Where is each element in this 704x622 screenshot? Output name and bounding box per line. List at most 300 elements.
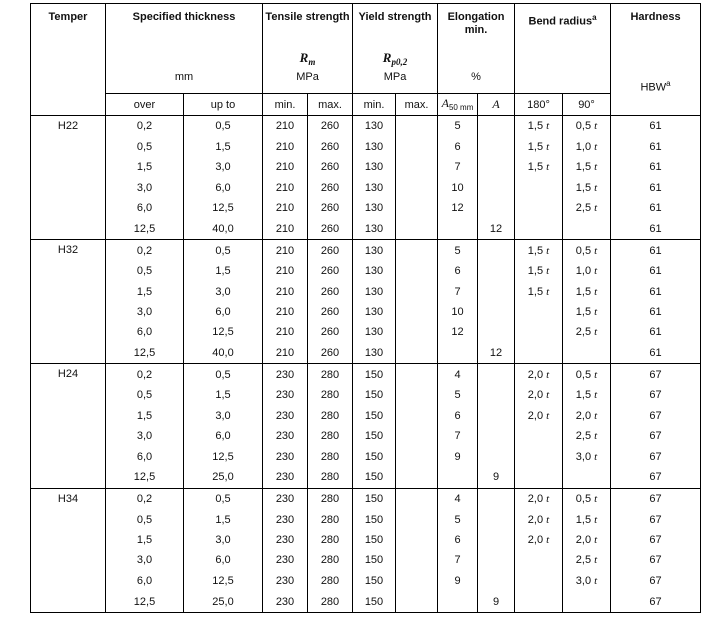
elongation-header-cell (438, 4, 514, 93)
cell-a (478, 509, 515, 529)
cell-rm_max: 280 (308, 571, 353, 591)
cell-a (478, 281, 515, 301)
cell-up_to: 40,0 (184, 218, 263, 239)
cell-a (478, 406, 515, 426)
elongation-unit: % (471, 71, 481, 83)
table-row (31, 261, 701, 281)
cell-r90 (563, 571, 611, 591)
cell-rp_max (396, 302, 438, 322)
cell-over: 0,5 (106, 137, 184, 157)
cell-r180 (515, 281, 563, 301)
table-row (31, 218, 701, 239)
temper-title: Temper (48, 11, 88, 23)
cell-rp_max (396, 446, 438, 466)
a-symbol: A (492, 97, 500, 111)
cell-r180 (515, 426, 563, 446)
cell-a (478, 322, 515, 342)
cell-up_to: 25,0 (184, 467, 263, 488)
cell-rm_max: 260 (308, 302, 353, 322)
elongation-title-line1: Elongation (447, 11, 505, 23)
cell-r180 (515, 467, 563, 488)
t-symbol: t (594, 493, 598, 506)
cell-r180 (515, 509, 563, 529)
cell-a50: 7 (438, 550, 478, 570)
t-symbol: t (594, 285, 598, 298)
cell-a50: 4 (438, 488, 478, 509)
cell-rm_max: 260 (308, 281, 353, 301)
cell-hbw: 61 (611, 137, 701, 157)
cell-hbw: 67 (611, 591, 701, 612)
cell-over: 3,0 (106, 302, 184, 322)
cell-hbw: 67 (611, 385, 701, 405)
cell-hbw: 67 (611, 530, 701, 550)
cell-hbw: 61 (611, 343, 701, 364)
cell-a (478, 426, 515, 446)
cell-rp_min: 150 (353, 364, 396, 385)
cell-r180 (515, 322, 563, 342)
cell-rm_min: 230 (263, 591, 308, 612)
cell-a (478, 240, 515, 261)
cell-r180 (515, 571, 563, 591)
cell-a (478, 198, 515, 218)
cell-r180 (515, 446, 563, 466)
bend-value: 3,0 (575, 450, 595, 463)
cell-rp_min: 150 (353, 446, 396, 466)
table-row (31, 488, 701, 509)
t-symbol: t (594, 265, 598, 278)
cell-r90 (563, 509, 611, 529)
cell-up_to: 0,5 (184, 488, 263, 509)
bend-value: 2,5 (575, 430, 595, 443)
cell-up_to: 12,5 (184, 571, 263, 591)
cell-rm_max: 260 (308, 322, 353, 342)
cell-r180 (515, 157, 563, 177)
cell-rp_max (396, 281, 438, 301)
cell-r180 (515, 530, 563, 550)
cell-rp_max (396, 137, 438, 157)
cell-up_to: 3,0 (184, 406, 263, 426)
table-row (31, 530, 701, 550)
bend-value: 2,5 (575, 326, 595, 339)
cell-a (478, 261, 515, 281)
yield-symbol (383, 50, 407, 70)
cell-hbw: 61 (611, 157, 701, 177)
bend-footnote-marker: a (592, 13, 597, 22)
header-elongation (438, 4, 515, 94)
cell-rm_max: 280 (308, 591, 353, 612)
rm-symbol: R (299, 50, 309, 65)
cell-rp_min: 150 (353, 530, 396, 550)
cell-rp_max (396, 322, 438, 342)
t-symbol: t (546, 244, 550, 257)
t-symbol: t (594, 306, 598, 319)
t-symbol: t (546, 368, 550, 381)
cell-rm_min: 210 (263, 261, 308, 281)
hardness-title: Hardness (630, 11, 681, 23)
cell-over: 0,2 (106, 240, 184, 261)
cell-r90 (563, 281, 611, 301)
cell-a50 (438, 591, 478, 612)
hardness-header-cell (611, 4, 700, 114)
cell-up_to: 1,5 (184, 385, 263, 405)
hardness-unit-text: HBW (640, 81, 667, 94)
cell-over: 6,0 (106, 571, 184, 591)
t-symbol: t (546, 120, 550, 133)
cell-rp_min: 130 (353, 302, 396, 322)
rp02-symbol-subscript: p0,2 (391, 57, 408, 68)
cell-rp_max (396, 116, 438, 137)
cell-rm_max: 260 (308, 261, 353, 281)
cell-r180 (515, 218, 563, 239)
hardness-unit (640, 77, 671, 94)
cell-over: 1,5 (106, 530, 184, 550)
elongation-title (448, 4, 505, 37)
cell-hbw: 67 (611, 406, 701, 426)
cell-rp_min: 130 (353, 137, 396, 157)
cell-rp_min: 150 (353, 509, 396, 529)
bend-value: 2,0 (575, 409, 595, 422)
cell-rm_max: 280 (308, 530, 353, 550)
bend-value: 1,5 (527, 285, 547, 298)
bend-value: 1,5 (575, 181, 595, 194)
bend-value: 2,0 (527, 389, 547, 402)
cell-up_to: 40,0 (184, 343, 263, 364)
cell-r90 (563, 343, 611, 364)
t-symbol: t (594, 202, 598, 215)
cell-hbw: 61 (611, 261, 701, 281)
bend-value: 0,5 (575, 244, 595, 257)
cell-rm_min: 230 (263, 550, 308, 570)
tensile-symbol (300, 50, 316, 70)
cell-over: 0,5 (106, 385, 184, 405)
t-symbol: t (546, 161, 550, 174)
cell-rm_max: 280 (308, 406, 353, 426)
bend-value: 1,5 (575, 161, 595, 174)
cell-a50: 5 (438, 385, 478, 405)
cell-over: 12,5 (106, 467, 184, 488)
cell-up_to: 1,5 (184, 261, 263, 281)
table-row (31, 240, 701, 261)
table-row (31, 137, 701, 157)
cell-a (478, 385, 515, 405)
yield-title: Yield strength (358, 11, 432, 23)
cell-rp_min: 130 (353, 322, 396, 342)
cell-r180 (515, 240, 563, 261)
cell-rm_max: 280 (308, 509, 353, 529)
cell-up_to: 6,0 (184, 426, 263, 446)
cell-hbw: 67 (611, 426, 701, 446)
cell-over: 1,5 (106, 157, 184, 177)
cell-rp_min: 150 (353, 488, 396, 509)
table-row (31, 322, 701, 342)
t-symbol: t (546, 409, 550, 422)
cell-r90 (563, 530, 611, 550)
cell-r90 (563, 364, 611, 385)
temper-header-cell (31, 4, 105, 114)
cell-rp_min: 130 (353, 198, 396, 218)
t-symbol: t (594, 554, 598, 567)
table-body (31, 116, 701, 613)
cell-a50: 4 (438, 364, 478, 385)
subheader-rp-max: max. (396, 94, 438, 116)
cell-r90 (563, 406, 611, 426)
cell-over: 6,0 (106, 446, 184, 466)
cell-hbw: 61 (611, 116, 701, 137)
cell-a50: 7 (438, 426, 478, 446)
cell-hbw: 61 (611, 218, 701, 239)
cell-up_to: 1,5 (184, 509, 263, 529)
cell-rp_max (396, 426, 438, 446)
cell-hbw: 67 (611, 364, 701, 385)
cell-rp_max (396, 198, 438, 218)
cell-rp_min: 150 (353, 550, 396, 570)
cell-up_to: 1,5 (184, 137, 263, 157)
cell-rm_min: 230 (263, 467, 308, 488)
cell-hbw: 61 (611, 240, 701, 261)
bend-header-cell (515, 4, 610, 93)
cell-r90 (563, 488, 611, 509)
cell-hbw: 67 (611, 509, 701, 529)
cell-rp_max (396, 550, 438, 570)
cell-over: 0,5 (106, 509, 184, 529)
cell-a (478, 446, 515, 466)
cell-r180 (515, 385, 563, 405)
thickness-header-cell (106, 4, 262, 93)
cell-rp_min: 130 (353, 178, 396, 198)
temper-label: H24 (31, 364, 106, 488)
hardness-footnote-marker: a (666, 79, 671, 88)
cell-rm_min: 210 (263, 322, 308, 342)
table-row (31, 406, 701, 426)
cell-r90 (563, 467, 611, 488)
rm-symbol-subscript: m (308, 57, 316, 68)
cell-r90 (563, 198, 611, 218)
cell-rp_max (396, 343, 438, 364)
bend-value: 0,5 (575, 120, 595, 133)
cell-hbw: 67 (611, 571, 701, 591)
cell-rp_min: 150 (353, 406, 396, 426)
cell-hbw: 67 (611, 446, 701, 466)
cell-a50 (438, 343, 478, 364)
cell-rp_min: 130 (353, 343, 396, 364)
bend-value: 2,0 (527, 493, 547, 506)
cell-rp_max (396, 591, 438, 612)
cell-a50: 12 (438, 198, 478, 218)
cell-over: 6,0 (106, 322, 184, 342)
bend-value: 0,5 (575, 368, 595, 381)
cell-r180 (515, 343, 563, 364)
cell-over: 12,5 (106, 218, 184, 239)
bend-value: 0,5 (575, 493, 595, 506)
cell-a (478, 116, 515, 137)
cell-a (478, 302, 515, 322)
thickness-title: Specified thickness (132, 11, 236, 23)
table-row (31, 571, 701, 591)
cell-rm_max: 280 (308, 550, 353, 570)
t-symbol: t (594, 120, 598, 133)
header-subrow (31, 94, 701, 116)
cell-rp_max (396, 157, 438, 177)
cell-a50 (438, 218, 478, 239)
subheader-a (478, 94, 515, 116)
table-row (31, 281, 701, 301)
bend-title-text: Bend radius (528, 15, 593, 28)
cell-a50: 6 (438, 530, 478, 550)
cell-rm_max: 280 (308, 385, 353, 405)
cell-r90 (563, 385, 611, 405)
table-row (31, 467, 701, 488)
cell-a50: 7 (438, 157, 478, 177)
cell-a (478, 364, 515, 385)
cell-rm_min: 230 (263, 385, 308, 405)
rp02-symbol: R (382, 50, 392, 65)
temper-label: H32 (31, 240, 106, 364)
subheader-rm-max: max. (308, 94, 353, 116)
cell-rp_min: 130 (353, 116, 396, 137)
temper-label: H22 (31, 116, 106, 240)
cell-up_to: 12,5 (184, 322, 263, 342)
cell-a (478, 488, 515, 509)
cell-rm_min: 210 (263, 343, 308, 364)
cell-r90 (563, 322, 611, 342)
cell-rm_min: 210 (263, 198, 308, 218)
cell-a50: 5 (438, 509, 478, 529)
bend-value: 2,0 (527, 368, 547, 381)
cell-a50: 12 (438, 322, 478, 342)
cell-a50: 6 (438, 137, 478, 157)
cell-r90 (563, 178, 611, 198)
cell-up_to: 3,0 (184, 157, 263, 177)
cell-a (478, 530, 515, 550)
cell-rp_max (396, 364, 438, 385)
cell-rp_max (396, 530, 438, 550)
cell-rp_max (396, 509, 438, 529)
cell-a50: 9 (438, 571, 478, 591)
cell-hbw: 67 (611, 550, 701, 570)
cell-r90 (563, 137, 611, 157)
subheader-rp-min: min. (353, 94, 396, 116)
cell-rm_min: 230 (263, 406, 308, 426)
cell-rm_min: 210 (263, 116, 308, 137)
cell-over: 12,5 (106, 343, 184, 364)
cell-rp_max (396, 406, 438, 426)
table-row (31, 509, 701, 529)
cell-r90 (563, 446, 611, 466)
cell-rm_max: 280 (308, 426, 353, 446)
subheader-90deg: 90° (563, 94, 611, 116)
table-row (31, 446, 701, 466)
bend-title (529, 4, 597, 29)
cell-up_to: 3,0 (184, 281, 263, 301)
table-row (31, 116, 701, 137)
t-symbol: t (594, 430, 598, 443)
cell-over: 0,5 (106, 261, 184, 281)
cell-r180 (515, 116, 563, 137)
cell-r90 (563, 116, 611, 137)
cell-a (478, 157, 515, 177)
cell-rp_min: 150 (353, 385, 396, 405)
cell-r180 (515, 302, 563, 322)
header-specified-thickness (106, 4, 263, 94)
cell-hbw: 61 (611, 178, 701, 198)
cell-rp_max (396, 261, 438, 281)
cell-a (478, 137, 515, 157)
cell-rp_min: 130 (353, 261, 396, 281)
cell-rm_min: 210 (263, 178, 308, 198)
temper-label: H34 (31, 488, 106, 612)
cell-rp_max (396, 571, 438, 591)
bend-value: 1,5 (575, 285, 595, 298)
cell-a: 9 (478, 467, 515, 488)
cell-up_to: 0,5 (184, 364, 263, 385)
cell-over: 12,5 (106, 591, 184, 612)
cell-rm_max: 260 (308, 178, 353, 198)
cell-rm_min: 210 (263, 281, 308, 301)
table-row (31, 178, 701, 198)
cell-rm_min: 210 (263, 137, 308, 157)
table-row (31, 302, 701, 322)
t-symbol: t (594, 409, 598, 422)
cell-rp_min: 150 (353, 426, 396, 446)
cell-rp_max (396, 467, 438, 488)
cell-rm_max: 280 (308, 467, 353, 488)
thickness-unit: mm (174, 71, 194, 83)
cell-rp_max (396, 178, 438, 198)
cell-up_to: 6,0 (184, 178, 263, 198)
cell-r90 (563, 240, 611, 261)
cell-a50: 10 (438, 178, 478, 198)
subheader-a50mm (438, 94, 478, 116)
table-row (31, 385, 701, 405)
cell-up_to: 12,5 (184, 446, 263, 466)
table-row (31, 550, 701, 570)
cell-rm_min: 230 (263, 530, 308, 550)
cell-over: 6,0 (106, 198, 184, 218)
bend-value: 1,5 (575, 389, 595, 402)
cell-r90 (563, 591, 611, 612)
cell-a50: 6 (438, 261, 478, 281)
cell-a50: 5 (438, 240, 478, 261)
cell-rp_min: 130 (353, 157, 396, 177)
subheader-up-to: up to (184, 94, 263, 116)
cell-rm_min: 230 (263, 426, 308, 446)
elongation-title-line2: min. (464, 24, 488, 36)
cell-a50: 9 (438, 446, 478, 466)
cell-rm_max: 260 (308, 343, 353, 364)
cell-a (478, 550, 515, 570)
header-yield-strength (353, 4, 438, 94)
cell-hbw: 61 (611, 302, 701, 322)
cell-over: 1,5 (106, 281, 184, 301)
subheader-rm-min: min. (263, 94, 308, 116)
cell-rm_max: 260 (308, 240, 353, 261)
cell-rm_min: 210 (263, 218, 308, 239)
bend-value: 1,5 (575, 513, 595, 526)
bend-value: 1,5 (527, 161, 547, 174)
cell-hbw: 61 (611, 198, 701, 218)
cell-a (478, 178, 515, 198)
cell-rm_min: 230 (263, 446, 308, 466)
cell-a50: 7 (438, 281, 478, 301)
bend-value: 1,5 (527, 244, 547, 257)
cell-r90 (563, 157, 611, 177)
bend-value: 1,5 (527, 265, 547, 278)
cell-hbw: 61 (611, 322, 701, 342)
cell-rm_max: 260 (308, 198, 353, 218)
cell-rm_max: 280 (308, 488, 353, 509)
cell-rp_min: 130 (353, 240, 396, 261)
table-row (31, 364, 701, 385)
